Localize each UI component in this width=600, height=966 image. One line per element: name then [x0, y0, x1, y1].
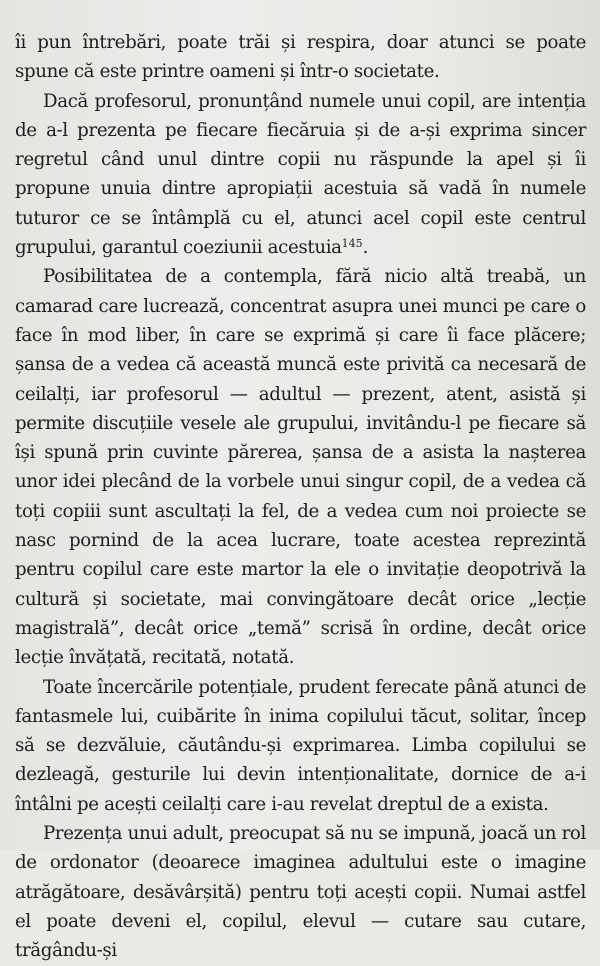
body-text — [15, 28, 586, 966]
footnote-marker: 145 — [341, 237, 363, 251]
paragraph-4: Toate încercările potențiale, prudent ferecate până atunci de fantasmele lui, cuibărite în inima copilului tăcut, solitar, încep să se dezvăluie, căutându-și exprimarea. Limba copilului se dezleagă, gesturile lui devin intenționalitate, dornice de a-i întâlni pe acești ceilalți care i-au revelat dreptul de a exista. — [15, 676, 586, 815]
paragraph-2 — [15, 87, 586, 263]
paragraph-5: Prezența unui adult, preocupat să nu se impună, joacă un rol de ordonator (deoarece imaginea adultului este o imagine atrăgătoare, desăvârșită) pentru toți acești copii. Numai astfel el poate deveni el, copilul, elevul — cutare sau cutare, trăgându-și — [15, 823, 586, 962]
paragraph-2-text: Dacă profesorul, pronunțând numele unui copil, are intenția de a-l prezenta pe fiecare fiecăruia și de a-și exprima sincer regretul când unul dintre copii nu răspunde la apel și îi propune unuia dintre apropiații acestuia să vadă în numele tuturor ce se întâmplă cu el, atunci acel copil este centrul grupului, garantul coeziunii acestuia — [15, 90, 586, 259]
paragraph-2-end: . — [362, 237, 369, 259]
paragraph-3: Posibilitatea de a contempla, fără nicio altă treabă, un camarad care lucrează, concentrat asupra unei munci pe care o face în mod liber, în care se exprimă și care îi face plăcere; șansa de a vedea că această muncă este privită ca necesară de ceilalți, iar profesorul — adultul — prezent, atent, asistă și permite discuțiile vesele ale grupului, invitându-l pe fiecare să își spună prin cuvinte părerea, șansa de a asista la nașterea unor idei plecând de la vorbele unui singur copil, de a vedea că toți copiii sunt ascultați la fel, de a vedea cum noi proiecte se nasc pornind de la acea lucrare, toate acestea reprezintă pentru copilul care este martor la ele o invitație deopotrivă la cultură și societate, mai convingătoare decât orice „lecție magistrală”, decât orice „temă” scrisă în ordine, decât orice lecție învățată, recitată, notată. — [15, 266, 586, 669]
paragraph-1: îi pun întrebări, poate trăi și respira, doar atunci se poate spune că este printre oameni și într-o societate. — [15, 32, 586, 83]
